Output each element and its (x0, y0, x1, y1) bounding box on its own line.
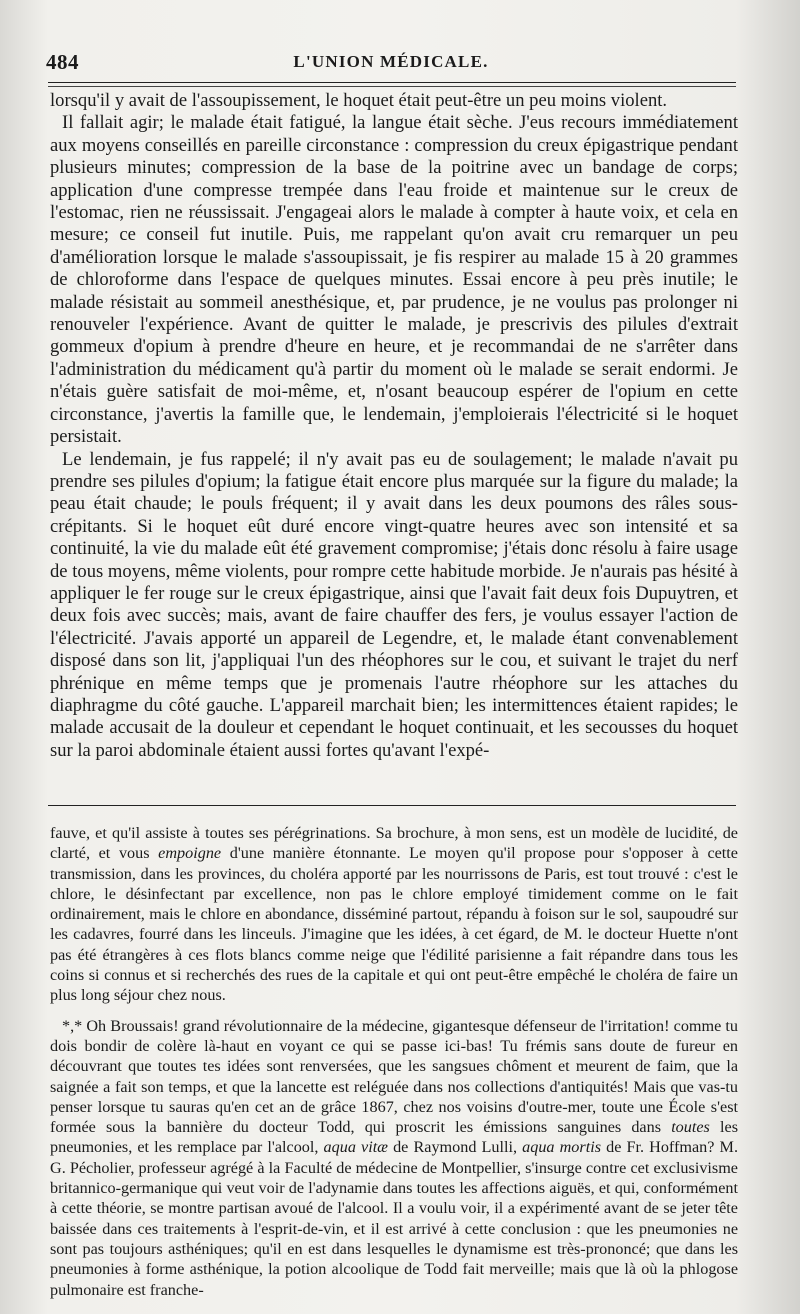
footnote-italic: toutes (671, 1118, 710, 1137)
paragraph: Il fallait agir; le malade était fatigué, la langue était sèche. J'eus recours immédiatement aux moyens conseillés en pareille circonstance : compression du creux épigastrique pendant plusieurs minutes; compression de la base de la poitrine avec un bandage de corps; application d'une compresse trempée dans l'eau froide et maintenue sur le creux de l'estomac, rien ne réussissait. J'engageai alors le malade à compter à haute voix, et cela en mesure; ce conseil fut inutile. Puis, me rappelant qu'on avait cru remarquer un peu d'amélioration lorsque le malade s'assoupissait, je fis respirer au malade 15 à 20 grammes de chloroforme dans l'espace de quelques minutes. Essai encore à peu près inutile; le malade résistait au sommeil anesthésique, et, par prudence, je ne voulus pas prolonger ni renouveler l'expérience. Avant de quitter le malade, je prescrivis des pilules d'extrait gommeux d'opium à prendre d'heure en heure, et je recommandai de ne s'arrêter dans l'administration du médicament qu'à partir du moment où le malade se serait endormi. Je n'étais guère satisfait de moi-même, et, n'osant beaucoup espérer de l'opium en cette circonstance, j'avertis la famille que, le lendemain, j'emploierais l'électricité si le hoquet persistait. (50, 112, 738, 448)
footnote-italic: empoigne (158, 844, 222, 863)
footnote (50, 823, 738, 1006)
header-rule-thin (48, 86, 736, 87)
paragraph: lorsqu'il y avait de l'assoupissement, le hoquet était peut-être un peu moins violent. (50, 90, 668, 111)
paragraph: Le lendemain, je fus rappelé; il n'y avait pas eu de soulagement; le malade n'avait pu prendre ses pilules d'opium; la fatigue était encore plus marquée sur la figure du malade; la peau était chaude; le pouls fréquent; il y avait dans les deux poumons des râles sous-crépitants. Si le hoquet eût duré encore vingt-quatre heures avec son intensité et sa continuité, la vie du malade eût été gravement compromise; j'étais donc résolu à faire usage de tous moyens, même violents, pour rompre cette habitude morbide. Je n'aurais pas hésité à appliquer le fer rouge sur le creux épigastrique, ainsi que l'avait fait deux fois Dupuytren, et deux fois avec succès; mais, avant de faire chauffer des fers, je voulus essayer l'action de l'électricité. J'avais apporté un appareil de Legendre, et, le malade étant convenablement disposé dans son lit, j'appliquai l'un des rhéophores sur le cou, et suivant le trajet du nerf phrénique en même temps que je promenais l'autre rhéophore sur les attaches du diaphragme du côté gauche. L'appareil marchait bien; les intermittences étaient rapides; le malade accusait de la douleur et cependant le hoquet continuait, et les secousses du hoquet sur la paroi abdominale étaient aussi fortes qu'avant l'expé- (50, 448, 738, 761)
footnote-text: les pneumonies, et les remplace par l'alcool, (50, 1118, 739, 1157)
footnote (50, 1016, 738, 1300)
header-rule (48, 82, 736, 83)
footnote-text: de Fr. Hoffman? M. G. Pécholier, professeur agrégé à la Faculté de médecine de Montpellier, s'insurge contre cet exclusivisme britannico-germanique qui veut voir de l'adynamie dans toutes les affections aiguës, et qui, conformément à cette théorie, se montre partisan avoué de l'alcool. Il a voulu voir, il a expérimenté avant de se jeter tête baissée dans ces traitements à l'esprit-de-vin, et il est arrivé à cette conclusion : que les pneumonies ne sont pas toujours asthéniques; qu'il en est dans lesquelles le dynamisme est très-prononcé; que dans les pneumonies à forme asthénique, la potion alcoolique de Todd fait merveille; mais que là où la phlogose pulmonaire est franche- (50, 1138, 738, 1299)
footnote-gap (50, 1006, 738, 1016)
footnote-text: Oh Broussais! grand révolutionnaire de la médecine, gigantesque défenseur de l'irritation! comme tu dois bondir de colère là-haut en voyant ce qui se passe ici-bas! Tu frémis sans doute de fureur en découvrant que toutes tes idées sont renversées, que les sangsues chôment et meurent de faim, que la saignée a fait son temps, et que la lancette est reléguée dans nos collections d'antiquités! Mais que vas-tu penser lorsque tu sauras qu'en cet an de grâce 1867, chez nos voisins d'outre-mer, toute une École s'est formée sous la bannière du docteur Todd, qui proscrit les émissions sanguines dans (50, 1016, 738, 1137)
footnote-separator (48, 805, 736, 806)
footnotes (50, 823, 738, 1300)
footnote-italic: aqua vitæ (323, 1138, 388, 1157)
footnote-text: de Raymond Lulli, (387, 1138, 523, 1157)
footnote-text: fauve, et qu'il assiste à toutes ses pérégrinations. Sa brochure, à mon sens, est un modèle de lucidité, de clarté, et vous (50, 824, 738, 863)
main-text (50, 90, 738, 762)
footnote-text: d'une manière étonnante. Le moyen qu'il propose pour s'opposer à cette transmission, dans les provinces, du choléra apporté par les nourrissons de Paris, est tout trouvé : c'est le chlore, le désinfectant par excellence, non pas le chlore employé timidement comme on le fait ordinairement, mais le chlore en abondance, disséminé partout, répandu à foison sur le sol, saupoudré sur les cadavres, fourré dans les linceuls. J'imagine que les idées, à cet égard, de M. le docteur Huette n'ont pas été étrangères à ces flots blancs comme neige que l'édilité parisienne a fait répandre dans tous les coins si connus et si recherchés des rues de la capitale et qui ont peut-être empêché le choléra de faire un plus long séjour chez nous. (50, 844, 738, 1005)
footnote-italic: aqua mortis (522, 1138, 601, 1157)
running-title: L'UNION MÉDICALE. (293, 52, 489, 71)
page-number: 484 (46, 50, 79, 74)
page-header (46, 50, 736, 78)
footnote-mark: *,* (62, 1016, 83, 1035)
